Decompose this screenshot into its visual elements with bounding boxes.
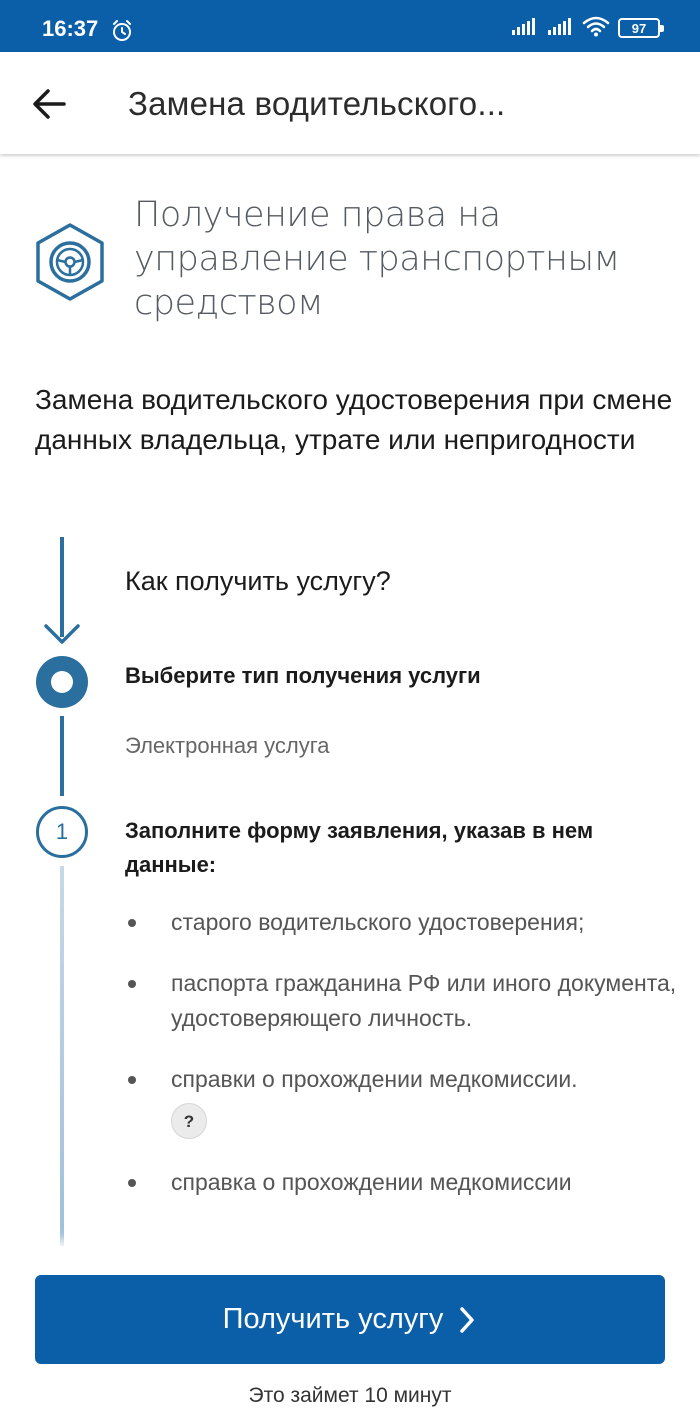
- bullet-icon: [128, 1179, 136, 1187]
- app-bar: [0, 52, 700, 154]
- bullet-icon: [128, 919, 136, 927]
- steering-wheel-icon: [34, 222, 106, 302]
- get-service-button[interactable]: [35, 1275, 665, 1364]
- required-documents-list: [125, 905, 685, 1226]
- battery-icon: [618, 18, 660, 38]
- list-item-text: старого водительского удостоверения;: [171, 909, 585, 935]
- get-service-label: Получить услугу: [222, 1303, 444, 1335]
- chevron-right-icon: [457, 1305, 477, 1335]
- wifi-icon: [582, 15, 610, 42]
- list-item: [125, 966, 685, 1036]
- duration-note: Это займет 10 минут: [248, 1384, 452, 1407]
- signal-icon: [546, 16, 574, 41]
- list-item-text: паспорта гражданина РФ или иного документа, удостоверяющего личность.: [171, 970, 677, 1031]
- step-title: Заполните форму заявления, указав в нем данные:: [125, 818, 594, 877]
- status-indicators: [510, 16, 660, 40]
- step-selected-value: Электронная услуга: [125, 733, 330, 758]
- step-number: 1: [55, 819, 69, 844]
- bullet-icon: [128, 1076, 136, 1084]
- how-to-title: Как получить услугу?: [125, 566, 391, 596]
- list-item: [125, 1062, 685, 1139]
- status-time: 16:37: [42, 16, 99, 41]
- list-item: [125, 1165, 685, 1200]
- arrow-left-icon: [26, 82, 74, 126]
- help-button[interactable]: [171, 1103, 207, 1139]
- arrow-down-icon: [44, 618, 80, 646]
- service-description: Замена водительского удостоверения при смене данных владельца, утрате или непригодности: [35, 384, 673, 455]
- page-title: Замена водительского...: [128, 85, 506, 122]
- status-bar: [0, 0, 700, 52]
- step-title: Выберите тип получения услуги: [125, 663, 481, 688]
- timeline-line: [60, 716, 64, 796]
- help-icon: ?: [183, 1111, 195, 1131]
- step-number-marker: [36, 806, 88, 858]
- bullet-icon: [128, 980, 136, 988]
- list-item-text: справки о прохождении медкомиссии.: [171, 1066, 578, 1092]
- alarm-icon: [110, 19, 134, 43]
- bottom-action-panel: [0, 1246, 700, 1426]
- list-item-text: справка о прохождении медкомиссии: [171, 1169, 572, 1195]
- step-current-marker: [36, 656, 88, 708]
- service-heading: Получение права на управление транспортным средством: [134, 195, 620, 323]
- list-item: [125, 905, 685, 940]
- timeline-line: [60, 866, 64, 1246]
- battery-level: 97: [631, 20, 647, 36]
- signal-icon: [510, 16, 538, 41]
- back-button[interactable]: [26, 82, 74, 126]
